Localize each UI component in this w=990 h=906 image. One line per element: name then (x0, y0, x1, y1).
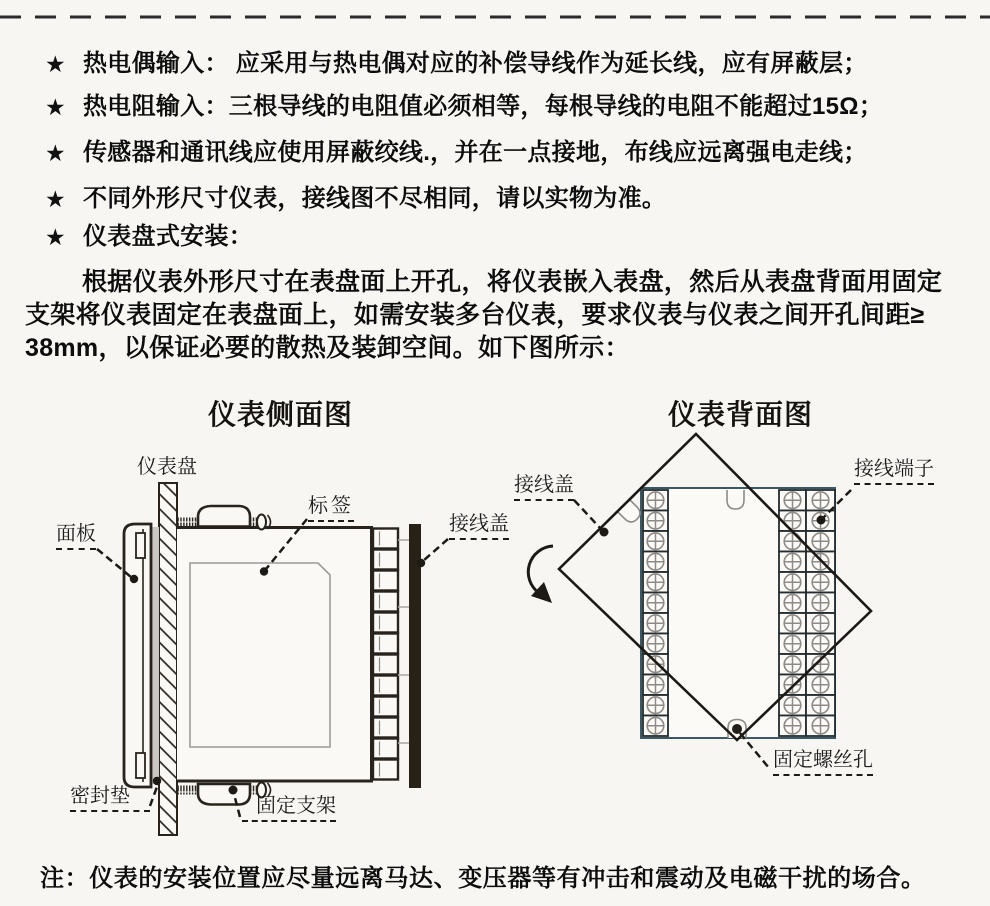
cover-clip-tab (618, 500, 643, 525)
panel-board-label: 仪表盘 (137, 456, 197, 478)
star-bullet-icon: ★ (45, 224, 66, 250)
front-panel-label: 面板 (56, 524, 96, 550)
side-view-title: 仪表侧面图 (208, 400, 354, 431)
seal-gasket-label: 密封垫 (70, 786, 150, 812)
star-bullet-icon: ★ (45, 51, 66, 77)
back-wiring-cover-label: 接线盖 (514, 475, 574, 501)
bullet-text: 不同外形尺寸仪表，接线图不尽相同，请以实物为准。 (83, 185, 667, 212)
mounting-bracket-top (178, 506, 271, 530)
star-bullet-icon: ★ (45, 186, 66, 212)
bottom-note: 注：仪表的安装位置应尽量远离马达、变压器等有冲击和震动及电磁干扰的场合。 (40, 865, 926, 892)
bullet-item (45, 223, 253, 251)
bullet-text: 热电偶输入： 应采用与热电偶对应的补偿导线作为延长线，应有屏蔽层； (83, 50, 868, 77)
star-bullet-icon: ★ (45, 94, 66, 120)
instrument-case-body (177, 528, 371, 781)
panel-hatch-bar (159, 483, 177, 835)
terminal-strip-side (373, 529, 398, 780)
side-cover-leader (423, 539, 448, 561)
bullet-text: 传感器和通讯线应使用屏蔽绞线.，并在一点接地，布线应远离强电走线； (83, 139, 868, 166)
star-bullet-icon: ★ (45, 140, 66, 166)
side-view-drawing (124, 483, 421, 835)
screw-hole-top (727, 490, 744, 509)
tag-label: 标签 (308, 496, 354, 522)
back-cover-leader (574, 500, 601, 529)
paragraph-line: 支架将仪表固定在表盘面上，如需安装多台仪表，要求仪表与仪表之间开孔间距≥ (25, 301, 925, 329)
bullet-item (45, 50, 868, 78)
bullet-text: 仪表盘式安装： (83, 223, 254, 250)
bullet-text: 热电阻输入：三根导线的电阻值必须相等，每根导线的电阻不能超过15Ω； (83, 93, 884, 120)
strip-cover-links (398, 540, 409, 743)
paragraph-line: 根据仪表外形尺寸在表盘面上开孔，将仪表嵌入表盘，然后从表盘背面用固定 (82, 268, 943, 296)
fixing-bracket-label: 固定支架 (242, 796, 336, 822)
screw-head-icon (257, 515, 266, 530)
installation-paragraph (25, 266, 970, 365)
side-wiring-cover-label: 接线盖 (449, 514, 509, 540)
bullet-item (45, 185, 666, 213)
back-view-title: 仪表背面图 (668, 400, 814, 431)
back-view-drawing (528, 434, 871, 740)
front-bezel (124, 524, 151, 787)
bullet-item (45, 93, 883, 121)
rotation-arrow-icon (528, 546, 553, 603)
bullet-item (45, 139, 868, 167)
fixing-screw-hole-label: 固定螺丝孔 (773, 750, 873, 776)
wiring-terminal-label: 接线端子 (854, 459, 934, 485)
paragraph-line: 38mm，以保证必要的散热及装卸空间。如下图所示： (25, 334, 630, 362)
